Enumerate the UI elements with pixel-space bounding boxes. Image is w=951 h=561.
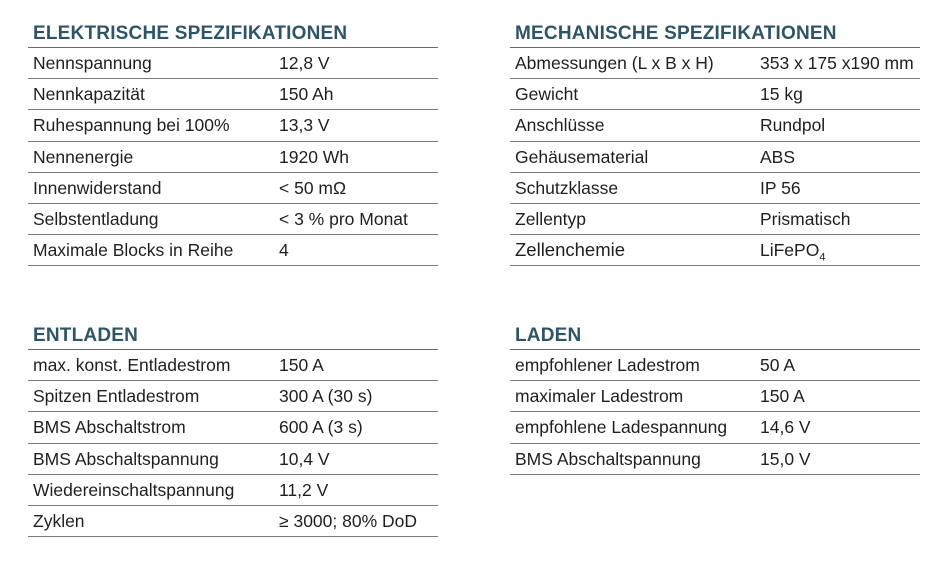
spec-value: IP 56 xyxy=(760,177,801,198)
spec-label: Nennspannung xyxy=(33,53,152,73)
spec-label: empfohlener Ladestrom xyxy=(515,355,700,375)
charge-spec-table xyxy=(510,322,920,475)
spec-label: Zellenchemie xyxy=(515,239,626,261)
table-row xyxy=(28,381,438,412)
spec-value: ABS xyxy=(760,146,796,167)
spec-label: Zellentyp xyxy=(515,208,587,229)
table-row xyxy=(510,381,920,412)
spec-value: 13,3 V xyxy=(279,115,330,136)
table-row xyxy=(28,173,438,204)
spec-label: Spitzen Entladestrom xyxy=(33,386,200,407)
table-row xyxy=(510,204,920,235)
spec-value: 150 A xyxy=(279,355,324,375)
discharge-spec-table xyxy=(28,322,438,537)
table-row xyxy=(510,110,920,141)
table-row xyxy=(28,142,438,173)
spec-value: ≥ 3000; 80% DoD xyxy=(279,510,418,531)
spec-value: 300 A (30 s) xyxy=(279,386,373,407)
spec-label: BMS Abschaltspannung xyxy=(33,448,219,469)
spec-label: Zyklen xyxy=(33,510,85,531)
mechanical-spec-table xyxy=(510,20,920,266)
spec-label: Ruhespannung bei 100% xyxy=(33,115,230,136)
spec-value: 12,8 V xyxy=(279,53,330,73)
spec-value: Rundpol xyxy=(760,115,826,136)
spec-label: Innenwiderstand xyxy=(33,177,162,198)
spec-label: Schutzklasse xyxy=(515,177,619,198)
table-row xyxy=(28,204,438,235)
spec-value: < 50 mΩ xyxy=(279,177,347,198)
spec-value: 14,6 V xyxy=(760,417,811,438)
spec-label: Gehäusematerial xyxy=(515,146,649,167)
table-row xyxy=(510,412,920,443)
section-title-mechanical: MECHANISCHE SPEZIFIKATIONEN xyxy=(510,20,920,48)
table-row xyxy=(28,444,438,475)
table-row xyxy=(28,235,438,266)
table-row xyxy=(28,48,438,79)
section-title-electrical: ELEKTRISCHE SPEZIFIKATIONEN xyxy=(28,20,438,48)
spec-value: 600 A (3 s) xyxy=(279,417,363,438)
table-row xyxy=(510,79,920,110)
chemistry-subscript: 4 xyxy=(819,251,826,264)
spec-label: maximaler Ladestrom xyxy=(515,386,684,407)
spec-label: Nennenergie xyxy=(33,146,134,167)
table-row xyxy=(28,412,438,443)
table-row xyxy=(510,142,920,173)
spec-value: 4 xyxy=(279,240,289,261)
table-row xyxy=(510,173,920,204)
table-row xyxy=(510,444,920,475)
spec-value: Prismatisch xyxy=(760,208,851,229)
table-row xyxy=(510,350,920,381)
table-row xyxy=(510,48,920,79)
spec-value: 15 kg xyxy=(760,84,803,105)
spec-value xyxy=(757,235,920,265)
spec-label: Nennkapazität xyxy=(33,84,145,105)
chemistry-formula: LiFePO xyxy=(760,240,820,261)
spec-label: Gewicht xyxy=(515,84,579,105)
spec-value: 15,0 V xyxy=(760,448,811,469)
spec-label: Maximale Blocks in Reihe xyxy=(33,240,234,261)
table-row xyxy=(28,79,438,110)
electrical-spec-table xyxy=(28,20,438,266)
spec-label: Anschlüsse xyxy=(515,115,605,136)
spec-value: 1920 Wh xyxy=(279,146,350,167)
spec-label: max. konst. Entladestrom xyxy=(33,355,231,375)
spec-value: 50 A xyxy=(760,355,796,375)
table-row xyxy=(510,235,920,266)
table-row xyxy=(28,110,438,141)
spec-label: BMS Abschaltstrom xyxy=(33,417,186,438)
spec-value: < 3 % pro Monat xyxy=(279,208,408,229)
table-row xyxy=(28,475,438,506)
section-title-discharge: ENTLADEN xyxy=(28,322,438,350)
spec-value: 150 A xyxy=(760,386,805,407)
table-row xyxy=(28,350,438,381)
spec-label: Wiedereinschaltspannung xyxy=(33,479,235,500)
spec-value: 353 x 175 x190 mm xyxy=(760,53,914,73)
section-title-charge: LADEN xyxy=(510,322,920,350)
spec-label: empfohlene Ladespannung xyxy=(515,417,728,438)
spec-label: Selbstentladung xyxy=(33,208,159,229)
spec-value: 10,4 V xyxy=(279,448,330,469)
spec-value: 150 Ah xyxy=(279,84,334,105)
table-row xyxy=(28,506,438,537)
spec-value: 11,2 V xyxy=(279,479,329,500)
spec-label: Abmessungen (L x B x H) xyxy=(515,53,714,73)
spec-label: BMS Abschaltspannung xyxy=(515,448,701,469)
